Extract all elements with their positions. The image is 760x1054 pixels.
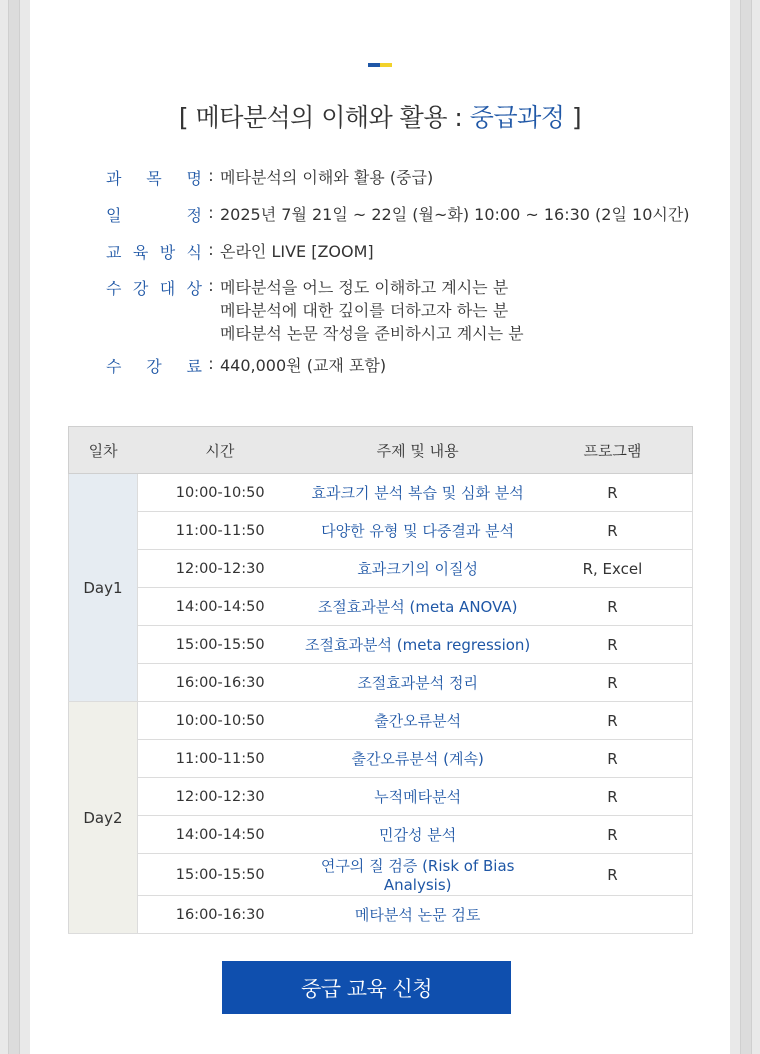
- header-program: 프로그램: [533, 427, 693, 474]
- topic-cell: 민감성 분석: [302, 816, 532, 854]
- topic-cell: 조절효과분석 정리: [302, 664, 532, 702]
- program-cell: [533, 896, 693, 934]
- day-cell: Day2: [69, 702, 138, 934]
- time-cell: 11:00-11:50: [137, 740, 302, 778]
- program-cell: R: [533, 816, 693, 854]
- day-cell: Day1: [69, 474, 138, 702]
- time-cell: 12:00-12:30: [137, 550, 302, 588]
- topic-cell: 조절효과분석 (meta ANOVA): [302, 588, 532, 626]
- topic-cell: 다양한 유형 및 다중결과 분석: [302, 512, 532, 550]
- info-label: 수 강 대 상: [106, 279, 202, 298]
- program-cell: R: [533, 740, 693, 778]
- header-day: 일차: [69, 427, 138, 474]
- info-value: 2025년 7월 21일 ~ 22일 (월~화) 10:00 ~ 16:30 (2일 10시간): [220, 205, 690, 224]
- topic-cell: 출간오류분석: [302, 702, 532, 740]
- info-row: 수 강 대 상 : 메타분석을 어느 정도 이해하고 계시는 분 메타분석에 대한 깊이를 더하고자 하는 분 메타분석 논문 작성을 준비하시고 계시는 분: [106, 276, 524, 343]
- program-cell: R: [533, 626, 693, 664]
- time-cell: 15:00-15:50: [137, 854, 302, 896]
- topic-cell: 누적메타분석: [302, 778, 532, 816]
- time-cell: 16:00-16:30: [137, 664, 302, 702]
- program-cell: R: [533, 588, 693, 626]
- info-row: 교 육 방 식 : 온라인 LIVE [ZOOM]: [106, 240, 374, 262]
- info-row: 수 강 료 : 440,000원 (교재 포함): [106, 354, 387, 376]
- table-row: [69, 778, 693, 816]
- table-row: [69, 626, 693, 664]
- info-value: 440,000원 (교재 포함): [220, 356, 387, 375]
- topic-cell: 연구의 질 검증 (Risk of Bias Analysis): [302, 854, 532, 896]
- table-row: [69, 896, 693, 934]
- program-cell: R: [533, 664, 693, 702]
- info-value: 메타분석의 이해와 활용 (중급): [220, 168, 434, 187]
- topic-cell: 효과크기의 이질성: [302, 550, 532, 588]
- time-cell: 15:00-15:50: [137, 626, 302, 664]
- topic-cell: 효과크기 분석 복습 및 심화 분석: [302, 474, 532, 512]
- time-cell: 10:00-10:50: [137, 474, 302, 512]
- table-row: [69, 702, 693, 740]
- program-cell: R: [533, 778, 693, 816]
- program-cell: R: [533, 512, 693, 550]
- table-row: [69, 512, 693, 550]
- time-cell: 10:00-10:50: [137, 702, 302, 740]
- left-border-stripe: [8, 0, 20, 1054]
- table-row: [69, 664, 693, 702]
- info-row: 일 정 : 2025년 7월 21일 ~ 22일 (월~화) 10:00 ~ 16:30 (2일 10시간): [106, 203, 690, 225]
- schedule-header-row: [69, 427, 693, 474]
- title-accent: 중급과정: [469, 103, 565, 132]
- table-row: [69, 588, 693, 626]
- apply-button[interactable]: 중급 교육 신청: [222, 961, 511, 1014]
- schedule-table: [68, 426, 693, 934]
- header-topic: 주제 및 내용: [302, 427, 532, 474]
- info-label: 교 육 방 식: [106, 243, 202, 262]
- time-cell: 11:00-11:50: [137, 512, 302, 550]
- info-label: 수 강 료: [106, 357, 202, 376]
- info-label: 일 정: [106, 206, 202, 225]
- table-row: [69, 816, 693, 854]
- time-cell: 14:00-14:50: [137, 588, 302, 626]
- topic-cell: 출간오류분석 (계속): [302, 740, 532, 778]
- title-decoration: [368, 63, 392, 67]
- program-cell: R: [533, 702, 693, 740]
- program-cell: R, Excel: [533, 550, 693, 588]
- program-cell: R: [533, 854, 693, 896]
- table-row: [69, 740, 693, 778]
- table-row: [69, 550, 693, 588]
- info-value: 온라인 LIVE [ZOOM]: [220, 242, 374, 261]
- course-card: [30, 0, 730, 1054]
- time-cell: 16:00-16:30: [137, 896, 302, 934]
- info-value: 메타분석을 어느 정도 이해하고 계시는 분 메타분석에 대한 깊이를 더하고자 하는 분 메타분석 논문 작성을 준비하시고 계시는 분: [220, 278, 524, 343]
- topic-cell: 조절효과분석 (meta regression): [302, 626, 532, 664]
- table-row: [69, 854, 693, 896]
- right-border-stripe: [740, 0, 752, 1054]
- topic-cell: 메타분석 논문 검토: [302, 896, 532, 934]
- info-label: 과 목 명: [106, 169, 202, 188]
- table-row: [69, 474, 693, 512]
- time-cell: 12:00-12:30: [137, 778, 302, 816]
- page-title: [ 메타분석의 이해와 활용 : 중급과정 ]: [178, 103, 582, 132]
- time-cell: 14:00-14:50: [137, 816, 302, 854]
- program-cell: R: [533, 474, 693, 512]
- header-time: 시간: [137, 427, 302, 474]
- info-row: 과 목 명 : 메타분석의 이해와 활용 (중급): [106, 166, 434, 188]
